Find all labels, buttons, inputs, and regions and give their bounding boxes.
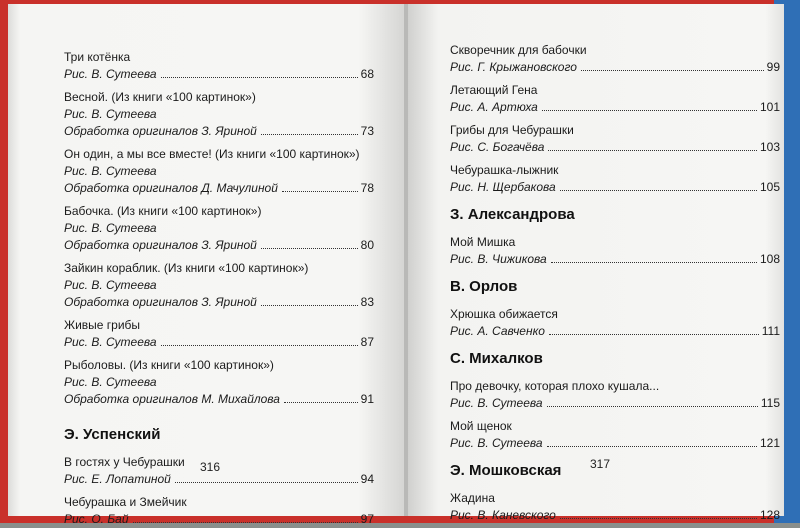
page-ref: 80 bbox=[360, 238, 374, 252]
credit-text: Рис. В. Сутеева bbox=[64, 335, 157, 349]
page-ref: 115 bbox=[760, 396, 780, 410]
credit-text: Обработка оригиналов М. Михайлова bbox=[64, 392, 280, 406]
credit-text: Рис. Н. Щербакова bbox=[450, 180, 556, 194]
page-ref: 68 bbox=[360, 67, 374, 81]
dot-leader bbox=[547, 446, 757, 447]
author-heading: В. Орлов bbox=[450, 278, 518, 295]
entry-title: В гостях у Чебурашки bbox=[64, 455, 185, 469]
credit-text: Обработка оригиналов Д. Мачулиной bbox=[64, 181, 278, 195]
credit-text: Рис. Г. Крыжановского bbox=[450, 60, 577, 74]
entry-title: Про девочку, которая плохо кушала... bbox=[450, 379, 660, 393]
dot-leader bbox=[560, 518, 757, 519]
toc-entry bbox=[450, 418, 780, 452]
entry-credit-line bbox=[64, 220, 374, 237]
credit-text: Рис. В. Сутеева bbox=[64, 67, 157, 81]
dot-leader bbox=[547, 406, 758, 407]
page-ref: 91 bbox=[360, 392, 374, 406]
entry-credit-line bbox=[450, 179, 780, 196]
page-ref: 105 bbox=[759, 180, 780, 194]
toc-entry bbox=[450, 122, 780, 156]
credit-text: Рис. В. Сутеева bbox=[64, 164, 157, 178]
toc-entry bbox=[64, 146, 374, 197]
page-ref: 78 bbox=[360, 181, 374, 195]
page-number-left: 316 bbox=[200, 460, 221, 474]
entry-credit-line bbox=[64, 391, 374, 408]
credit-text: Рис. В. Каневского bbox=[450, 508, 556, 522]
credit-text: Обработка оригиналов З. Яриной bbox=[64, 124, 257, 138]
credit-text: Рис. В. Сутеева bbox=[450, 396, 543, 410]
right-page bbox=[408, 4, 784, 522]
author-heading: Э. Мошковская bbox=[450, 462, 562, 479]
credit-text: Рис. В. Чижикова bbox=[450, 252, 547, 266]
page-ref: 83 bbox=[360, 295, 374, 309]
entry-credit-line bbox=[64, 163, 374, 180]
dot-leader bbox=[551, 262, 757, 263]
credit-text: Рис. Е. Лопатиной bbox=[64, 472, 171, 486]
toc-entry bbox=[64, 260, 374, 311]
dot-leader bbox=[542, 110, 757, 111]
dot-leader bbox=[161, 345, 358, 346]
toc-entry bbox=[450, 82, 780, 116]
entry-title: Жадина bbox=[450, 491, 495, 505]
credit-text: Рис. О. Бай bbox=[64, 512, 129, 526]
page-ref: 121 bbox=[759, 436, 780, 450]
dot-leader bbox=[133, 522, 358, 523]
entry-credit-line bbox=[64, 66, 374, 83]
entry-title: Чебурашка-лыжник bbox=[450, 163, 559, 177]
dot-leader bbox=[261, 134, 358, 135]
credit-text: Рис. В. Сутеева bbox=[64, 278, 157, 292]
entry-credit-line bbox=[450, 139, 780, 156]
entry-credit-line bbox=[450, 323, 780, 340]
entry-credit-line bbox=[64, 123, 374, 140]
page-ref: 111 bbox=[761, 324, 780, 338]
entry-title: Хрюшка обижается bbox=[450, 307, 558, 321]
toc-entry bbox=[64, 89, 374, 140]
dot-leader bbox=[560, 190, 757, 191]
entry-credit-line bbox=[450, 99, 780, 116]
toc-entry bbox=[450, 42, 780, 76]
entry-title: Три котёнка bbox=[64, 50, 131, 64]
toc-entry bbox=[64, 49, 374, 83]
entry-credit-line bbox=[64, 334, 374, 351]
entry-title: Мой щенок bbox=[450, 419, 512, 433]
entry-credit-line bbox=[450, 59, 780, 76]
dot-leader bbox=[261, 248, 358, 249]
author-heading: С. Михалков bbox=[450, 350, 543, 367]
credit-text: Обработка оригиналов З. Яриной bbox=[64, 295, 257, 309]
entry-title: Весной. (Из книги «100 картинок») bbox=[64, 90, 256, 104]
toc-entry bbox=[450, 162, 780, 196]
entry-credit-line bbox=[64, 294, 374, 311]
dot-leader bbox=[175, 482, 358, 483]
toc-entry bbox=[450, 306, 780, 340]
dot-leader bbox=[161, 77, 358, 78]
toc-entry bbox=[64, 494, 374, 528]
dot-leader bbox=[284, 402, 358, 403]
dot-leader bbox=[282, 191, 358, 192]
entry-credit-line bbox=[64, 237, 374, 254]
credit-text: Рис. С. Богачёва bbox=[450, 140, 545, 154]
entry-title: Чебурашка и Змейчик bbox=[64, 495, 187, 509]
entry-credit-line bbox=[64, 106, 374, 123]
entry-credit-line bbox=[450, 507, 780, 524]
page-ref: 94 bbox=[360, 472, 374, 486]
page-ref: 73 bbox=[360, 124, 374, 138]
credit-text: Рис. А. Артюха bbox=[450, 100, 538, 114]
page-ref: 101 bbox=[759, 100, 780, 114]
page-ref: 99 bbox=[766, 60, 780, 74]
entry-credit-line bbox=[450, 395, 780, 412]
entry-title: Скворечник для бабочки bbox=[450, 43, 587, 57]
entry-title: Мой Мишка bbox=[450, 235, 516, 249]
entry-title: Грибы для Чебурашки bbox=[450, 123, 574, 137]
page-number-right: 317 bbox=[590, 457, 611, 471]
page-ref: 87 bbox=[360, 335, 374, 349]
toc-entry bbox=[450, 234, 780, 268]
entry-credit-line bbox=[64, 277, 374, 294]
toc-entry bbox=[450, 490, 780, 524]
entry-credit-line bbox=[64, 511, 374, 528]
entry-credit-line bbox=[450, 435, 780, 452]
page-ref: 108 bbox=[759, 252, 780, 266]
toc-entry bbox=[450, 378, 780, 412]
entry-title: Он один, а мы все вместе! (Из книги «100 картинок») bbox=[64, 147, 360, 161]
entry-title: Летающий Гена bbox=[450, 83, 538, 97]
page-ref: 128 bbox=[759, 508, 780, 522]
credit-text: Рис. В. Сутеева bbox=[450, 436, 543, 450]
open-book bbox=[8, 4, 784, 526]
author-heading: З. Александрова bbox=[450, 206, 575, 223]
credit-text: Рис. А. Савченко bbox=[450, 324, 545, 338]
dot-leader bbox=[548, 150, 757, 151]
toc-entry bbox=[64, 317, 374, 351]
toc-entry bbox=[64, 203, 374, 254]
entry-credit-line bbox=[64, 180, 374, 197]
page-ref: 97 bbox=[360, 512, 374, 526]
dot-leader bbox=[581, 70, 764, 71]
left-page bbox=[8, 4, 406, 526]
credit-text: Рис. В. Сутеева bbox=[64, 221, 157, 235]
entry-title: Живые грибы bbox=[64, 318, 141, 332]
dot-leader bbox=[549, 334, 759, 335]
entry-title: Зайкин кораблик. (Из книги «100 картинок») bbox=[64, 261, 309, 275]
credit-text: Обработка оригиналов З. Яриной bbox=[64, 238, 257, 252]
toc-entry bbox=[64, 357, 374, 408]
credit-text: Рис. В. Сутеева bbox=[64, 375, 157, 389]
credit-text: Рис. В. Сутеева bbox=[64, 107, 157, 121]
entry-credit-line bbox=[64, 374, 374, 391]
entry-title: Бабочка. (Из книги «100 картинок») bbox=[64, 204, 262, 218]
entry-title: Рыболовы. (Из книги «100 картинок») bbox=[64, 358, 274, 372]
dot-leader bbox=[261, 305, 358, 306]
page-ref: 103 bbox=[759, 140, 780, 154]
entry-credit-line bbox=[450, 251, 780, 268]
author-heading: Э. Успенский bbox=[64, 426, 161, 443]
